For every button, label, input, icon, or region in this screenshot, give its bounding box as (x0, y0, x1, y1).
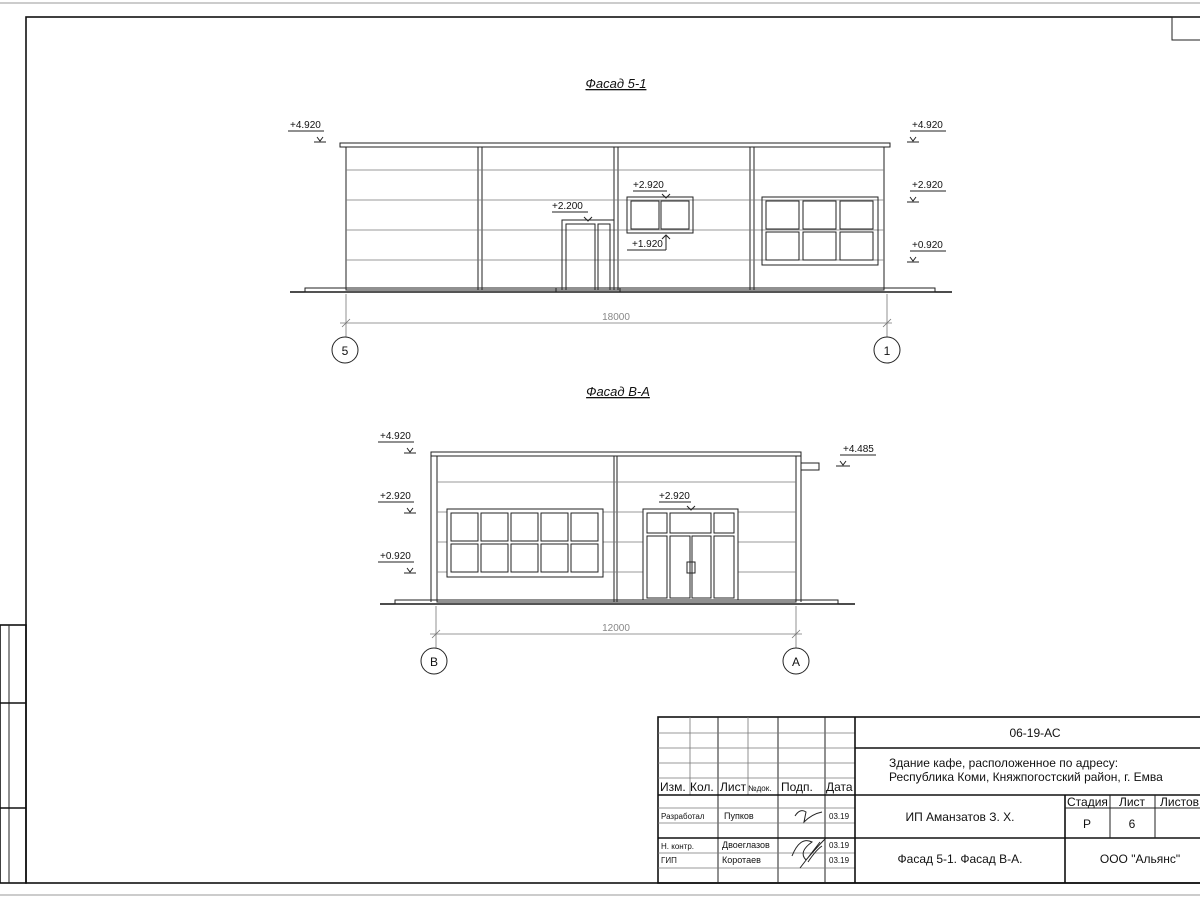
name-0: Пупков (724, 811, 754, 821)
name-1: Двоеглазов (722, 840, 770, 850)
hdr-data: Дата (826, 780, 853, 794)
role-2: ГИП (661, 856, 677, 865)
stage-value: Р (1082, 817, 1092, 831)
role-0: Разработал (661, 812, 705, 821)
stage-header: Стадия (1067, 795, 1108, 809)
dimension-12000: 12000 (602, 623, 630, 634)
hdr-ndok: №док. (748, 784, 772, 793)
hdr-kol: Кол. (690, 780, 714, 794)
level-mark: +0.920 (380, 551, 411, 562)
side-stamp (0, 625, 26, 883)
date-2: 03.19 (829, 856, 850, 865)
large-window (762, 197, 878, 265)
date-0: 03.19 (829, 812, 850, 821)
door (562, 220, 614, 290)
level-mark: +0.920 (912, 240, 943, 251)
door-level: +2.920 (659, 491, 690, 502)
large-window (447, 509, 603, 577)
drawing-name: Фасад 5-1. Фасад В-А. (897, 852, 1023, 866)
facade-5-1 (288, 76, 952, 363)
level-mark: +4.920 (380, 431, 411, 442)
axis-a: А (791, 655, 801, 669)
hdr-izm: Изм. (660, 780, 686, 794)
window-bottom-level: +1.920 (632, 239, 663, 250)
facade2-title: Фасад В-А (586, 384, 650, 399)
axis-5: 5 (341, 344, 349, 358)
address-line2: Республика Коми, Княжпогостский район, г. Емва (889, 770, 1163, 784)
customer: ИП Аманзатов З. Х. (905, 810, 1015, 824)
sheet-header: Лист (1118, 795, 1146, 809)
organization: ООО "Альянс" (1099, 852, 1181, 866)
level-mark: +2.920 (912, 180, 943, 191)
axis-1: 1 (883, 344, 891, 358)
window-top-level: +2.920 (633, 180, 664, 191)
project-code: 06-19-АС (1009, 726, 1061, 740)
facade-v-a (378, 384, 876, 674)
sheets-header: Листов (1160, 795, 1199, 809)
address-line1: Здание кафе, расположенное по адресу: (889, 756, 1119, 770)
level-mark: +4.920 (912, 120, 943, 131)
level-mark: +2.920 (380, 491, 411, 502)
door-level: +2.200 (552, 201, 583, 212)
level-4485: +4.485 (843, 444, 874, 455)
date-1: 03.19 (829, 841, 850, 850)
hdr-list: Лист (720, 780, 747, 794)
dimension-18000: 18000 (602, 312, 630, 323)
level-mark: +4.920 (290, 120, 321, 131)
small-window (627, 197, 693, 233)
signature (795, 811, 822, 822)
role-1: Н. контр. (661, 842, 695, 851)
hdr-podp: Подп. (781, 780, 813, 794)
facade1-title: Фасад 5-1 (585, 76, 647, 91)
axis-v: В (429, 655, 439, 669)
sheet-value: 6 (1128, 817, 1136, 831)
title-block (658, 717, 1200, 883)
name-2: Коротаев (722, 855, 761, 865)
